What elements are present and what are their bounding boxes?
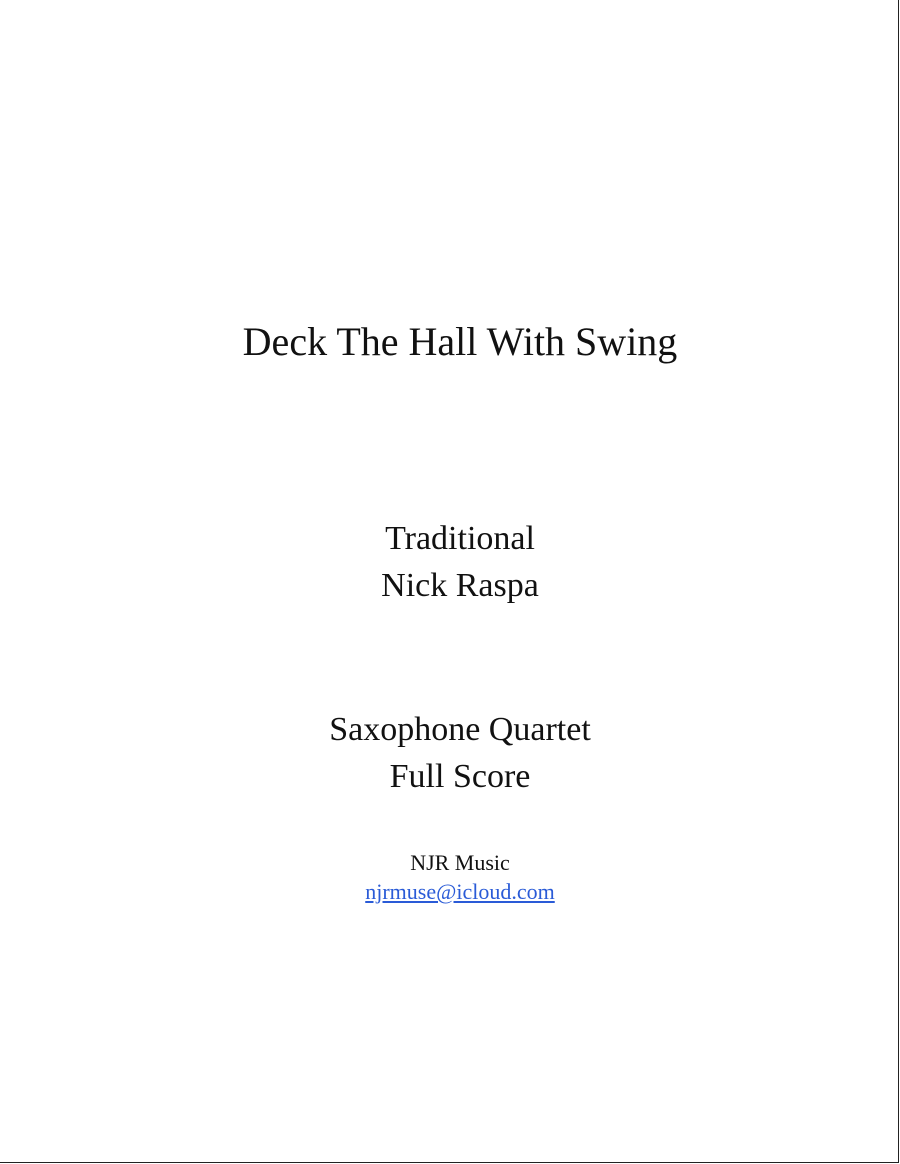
contact-email-link[interactable]: njrmuse@icloud.com xyxy=(365,879,555,904)
score-type: Full Score xyxy=(389,758,531,795)
publisher-name: NJR Music xyxy=(410,850,510,875)
contact-email-container xyxy=(0,881,900,903)
composer-credit: Traditional xyxy=(385,520,535,557)
arranger-credit: Nick Raspa xyxy=(381,567,539,604)
score-title: Deck The Hall With Swing xyxy=(242,319,678,364)
ensemble-name: Saxophone Quartet xyxy=(329,711,591,748)
